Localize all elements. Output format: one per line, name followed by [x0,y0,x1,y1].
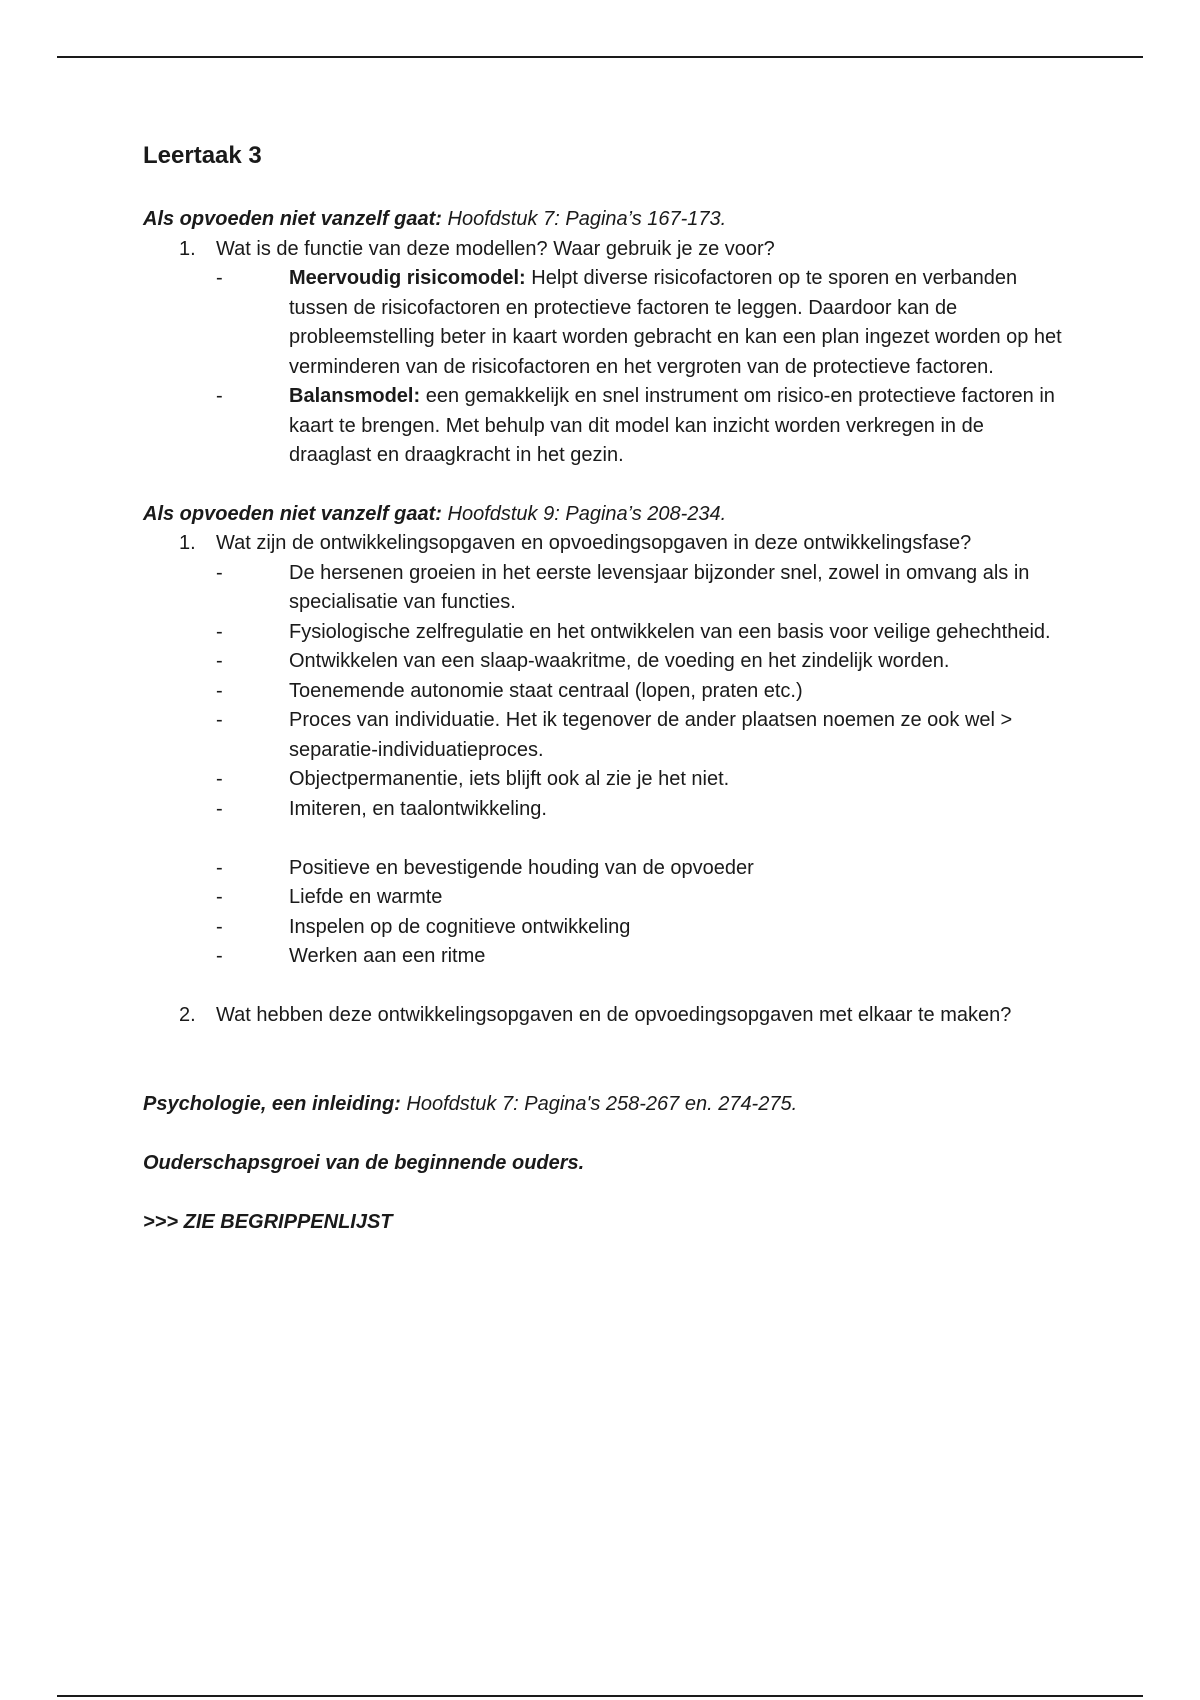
list-item [216,559,1063,618]
list-item [216,795,1063,825]
list-item-text: Werken aan een ritme [289,945,486,967]
section-2-pages: Hoofdstuk 9: Pagina’s 208-234. [441,502,727,525]
bullet-list-development [216,559,1063,825]
section-2-book: Als opvoeden niet vanzelf gaat: [143,502,442,525]
term-label: Meervoudig risicomodel: [289,267,526,289]
section-1-book: Als opvoeden niet vanzelf gaat: [143,208,442,230]
list-item [216,706,1063,765]
question-text: Wat hebben deze ontwikkelingsopgaven en de opvoedingsopgaven met elkaar te maken? [216,1004,1012,1026]
list-item [216,647,1063,677]
dash-marker: - [216,768,223,790]
dash-marker: - [216,650,223,672]
list-item-text: Objectpermanentie, iets blijft ook al zie je het niet. [289,768,730,790]
list-item [216,942,1063,972]
see-glossary-note [143,1208,1063,1238]
question-item [143,235,1063,471]
section-1-questions [143,235,1063,471]
section-3-reference [143,1090,1063,1120]
question-number: 1. [179,532,196,554]
list-item [216,854,1063,884]
list-item [216,382,1063,471]
section-1-reference [143,205,1063,235]
subheading-ouderschapsgroei [143,1149,1063,1179]
dash-marker: - [216,856,223,879]
question-text: Wat is de functie van deze modellen? Waar gebruik je ze voor? [216,237,775,260]
list-item-text: Liefde en warmte [289,886,443,908]
dash-marker: - [216,561,223,584]
list-item-text: Toenemende autonomie staat centraal (lopen, praten etc.) [289,679,803,702]
list-item-text: De hersenen groeien in het eerste levensjaar bijzonder snel, zowel in omvang als in specialisatie van functies. [289,561,1030,613]
footer-rule [57,1695,1143,1697]
dash-marker: - [216,620,223,643]
term-description: een gemakkelijk en snel instrument om risico-en protectieve factoren in kaart te brengen. Met behulp van dit model kan inzicht worden verkregen in de draaglast en draagkracht in het gezin. [289,385,1055,466]
document-page [143,140,1063,1237]
section-3-book: Psychologie, een inleiding: [143,1092,401,1115]
subheading-text: Ouderschapsgroei van de beginnende ouders. [143,1151,585,1174]
term-label: Balansmodel: [289,385,421,407]
list-item-text: Ontwikkelen van een slaap-waakritme, de voeding en het zindelijk worden. [289,650,950,672]
dash-marker: - [216,709,223,731]
page-title: Leertaak 3 [143,142,262,169]
dash-marker: - [216,679,223,702]
list-item-text: Proces van individuatie. Het ik tegenover de ander plaatsen noemen ze ook wel > separatie-individuatieproces. [289,709,1013,761]
see-glossary-text: >>> ZIE BEGRIPPENLIJST [143,1210,393,1233]
section-3-pages: Hoofdstuk 7: Pagina's 258-267 en. 274-275. [400,1092,798,1115]
question-item [143,1001,1063,1031]
list-item-text: Inspelen op de cognitieve ontwikkeling [289,915,631,938]
section-2-questions [143,529,1063,1031]
list-item [216,677,1063,707]
term-description: Helpt diverse risicofactoren op te sporen en verbanden tussen de risicofactoren en protectieve factoren te leggen. Daardoor kan de probleemstelling beter in kaart worden gebracht en kan een plan ingezet worden op het verminderen van de risicofactoren en het vergroten van de protectieve factoren. [289,267,1062,378]
dash-marker: - [216,797,223,820]
dash-marker: - [216,267,223,289]
dash-marker: - [216,945,223,967]
list-item [216,913,1063,943]
list-item-text: Imiteren, en taalontwikkeling. [289,797,547,820]
list-item [216,883,1063,913]
dash-marker: - [216,385,223,407]
bullet-list [216,264,1063,471]
list-item-text: Positieve en bevestigende houding van de opvoeder [289,856,754,879]
section-1-pages: Hoofdstuk 7: Pagina’s 167-173. [441,208,727,230]
question-text: Wat zijn de ontwikkelingsopgaven en opvoedingsopgaven in deze ontwikkelingsfase? [216,532,972,554]
question-item [143,529,1063,1001]
question-number: 2. [179,1004,196,1026]
bullet-list-parenting [216,854,1063,972]
header-rule [57,56,1143,58]
section-2-reference [143,500,1063,530]
dash-marker: - [216,886,223,908]
list-item [216,264,1063,382]
question-number: 1. [179,237,196,260]
list-item-text: Fysiologische zelfregulatie en het ontwikkelen van een basis voor veilige gehechtheid. [289,620,1051,643]
list-item [216,765,1063,795]
list-item [216,618,1063,648]
dash-marker: - [216,915,223,938]
